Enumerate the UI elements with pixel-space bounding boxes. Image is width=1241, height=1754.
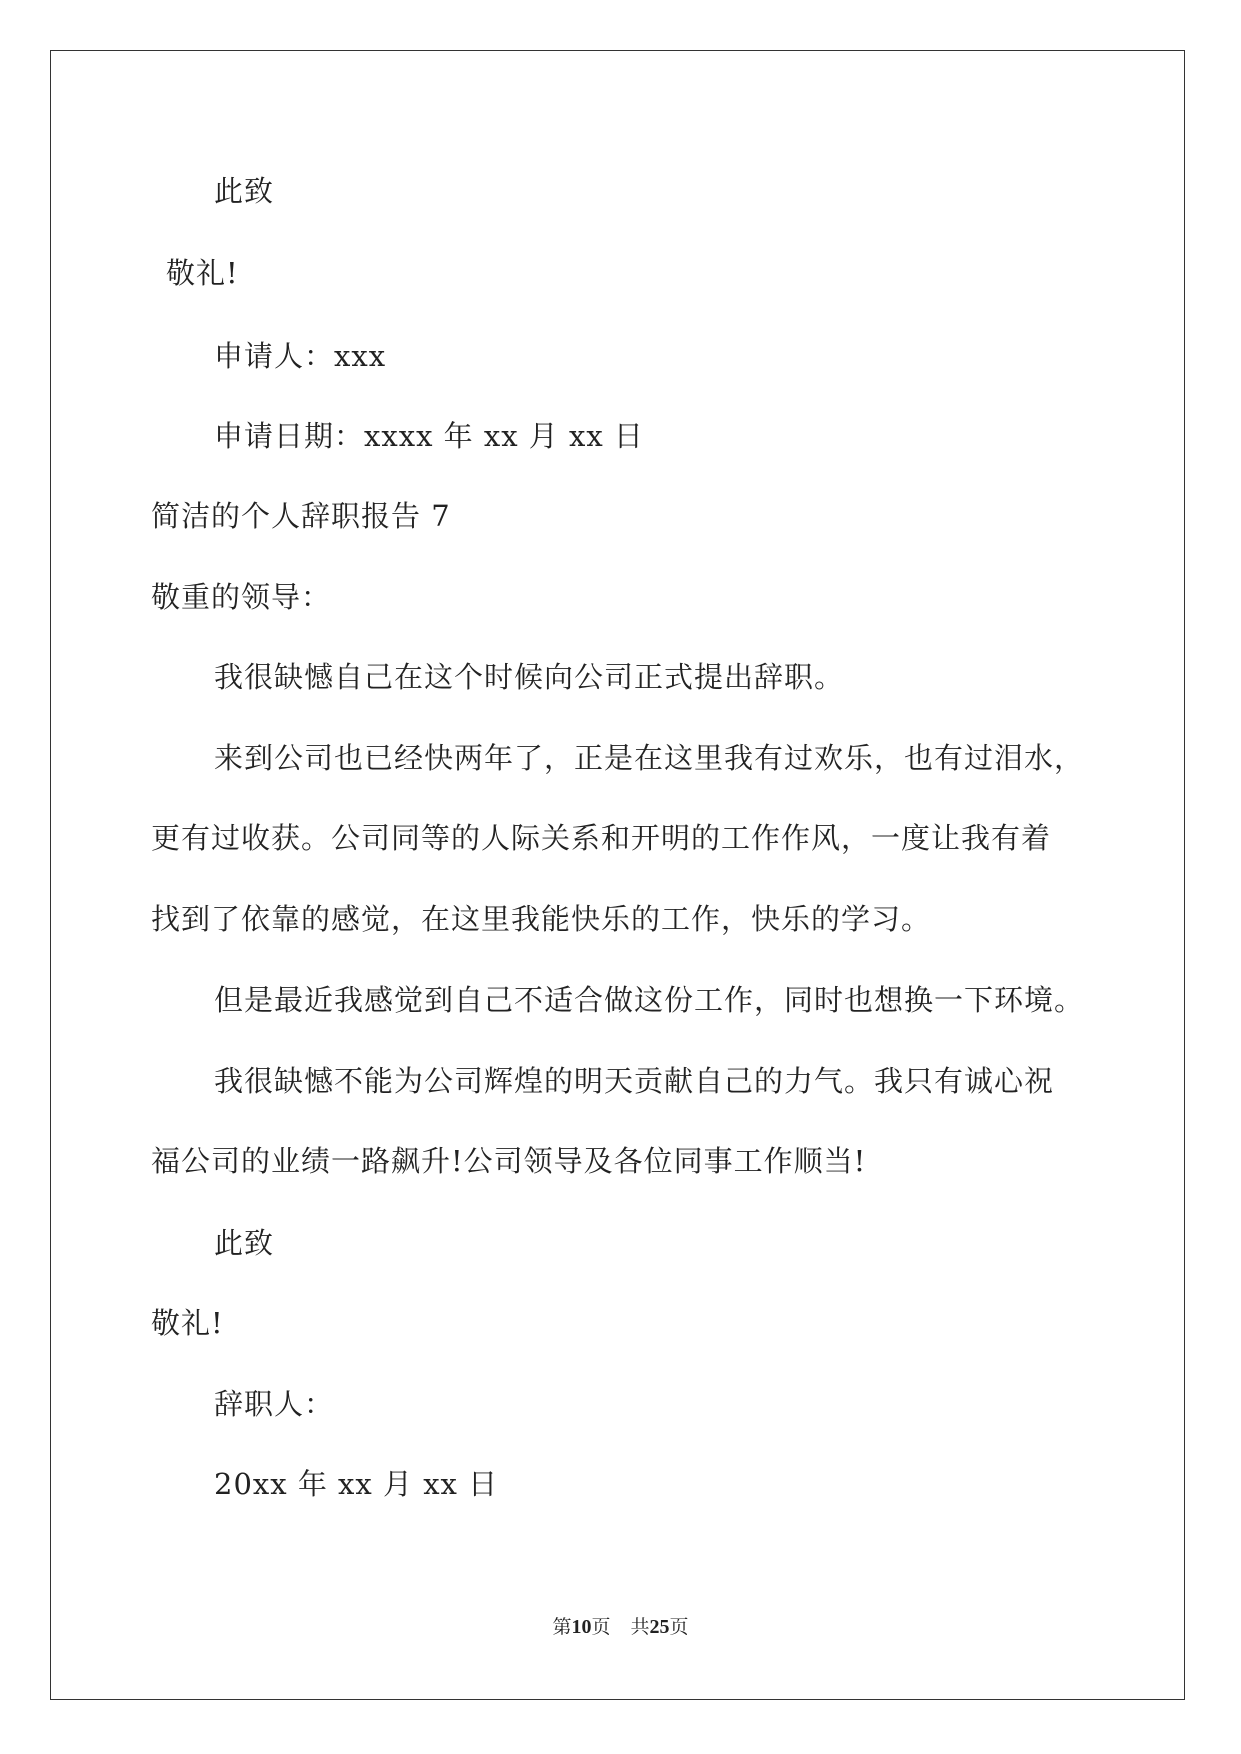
letter-salutation: 此致 [214,1226,275,1260]
closing-regards: 敬礼! [166,256,239,290]
applicant-line: 申请人：xxx [214,339,387,373]
greeting: 敬重的领导： [151,580,332,614]
page-prefix: 第 [552,1616,572,1638]
application-date: 申请日期：xxxx 年 xx 月 xx 日 [214,419,644,453]
signature-date: 20xx 年 xx 月 xx 日 [214,1467,499,1501]
total-prefix: 共 [630,1616,650,1638]
section-title: 简洁的个人辞职报告 7 [151,499,451,533]
paragraph-2-line-2: 更有过收获。公司同等的人际关系和开明的工作作风，一度让我有着 [151,821,1052,855]
letter-regards: 敬礼! [151,1306,224,1340]
page-number: 10 [571,1616,592,1638]
paragraph-4-line-1: 我很缺憾不能为公司辉煌的明天贡献自己的力气。我只有诚心祝 [214,1064,1055,1098]
paragraph-3: 但是最近我感觉到自己不适合做这份工作，同时也想换一下环境。 [214,983,1085,1017]
signer-line: 辞职人： [214,1387,335,1421]
paragraph-2-line-1: 来到公司也已经快两年了，正是在这里我有过欢乐，也有过泪水， [214,741,1085,775]
paragraph-2-line-3: 找到了依靠的感觉，在这里我能快乐的工作，快乐的学习。 [151,902,932,936]
page-border [50,50,1185,1700]
page-footer [0,1615,1241,1639]
closing-salutation: 此致 [214,174,275,208]
page-total: 25 [649,1616,670,1638]
paragraph-4-line-2: 福公司的业绩一路飙升!公司领导及各位同事工作顺当! [151,1144,867,1178]
total-suffix: 页 [669,1616,689,1638]
page-suffix: 页 [591,1616,611,1638]
paragraph-1: 我很缺憾自己在这个时候向公司正式提出辞职。 [214,660,845,694]
